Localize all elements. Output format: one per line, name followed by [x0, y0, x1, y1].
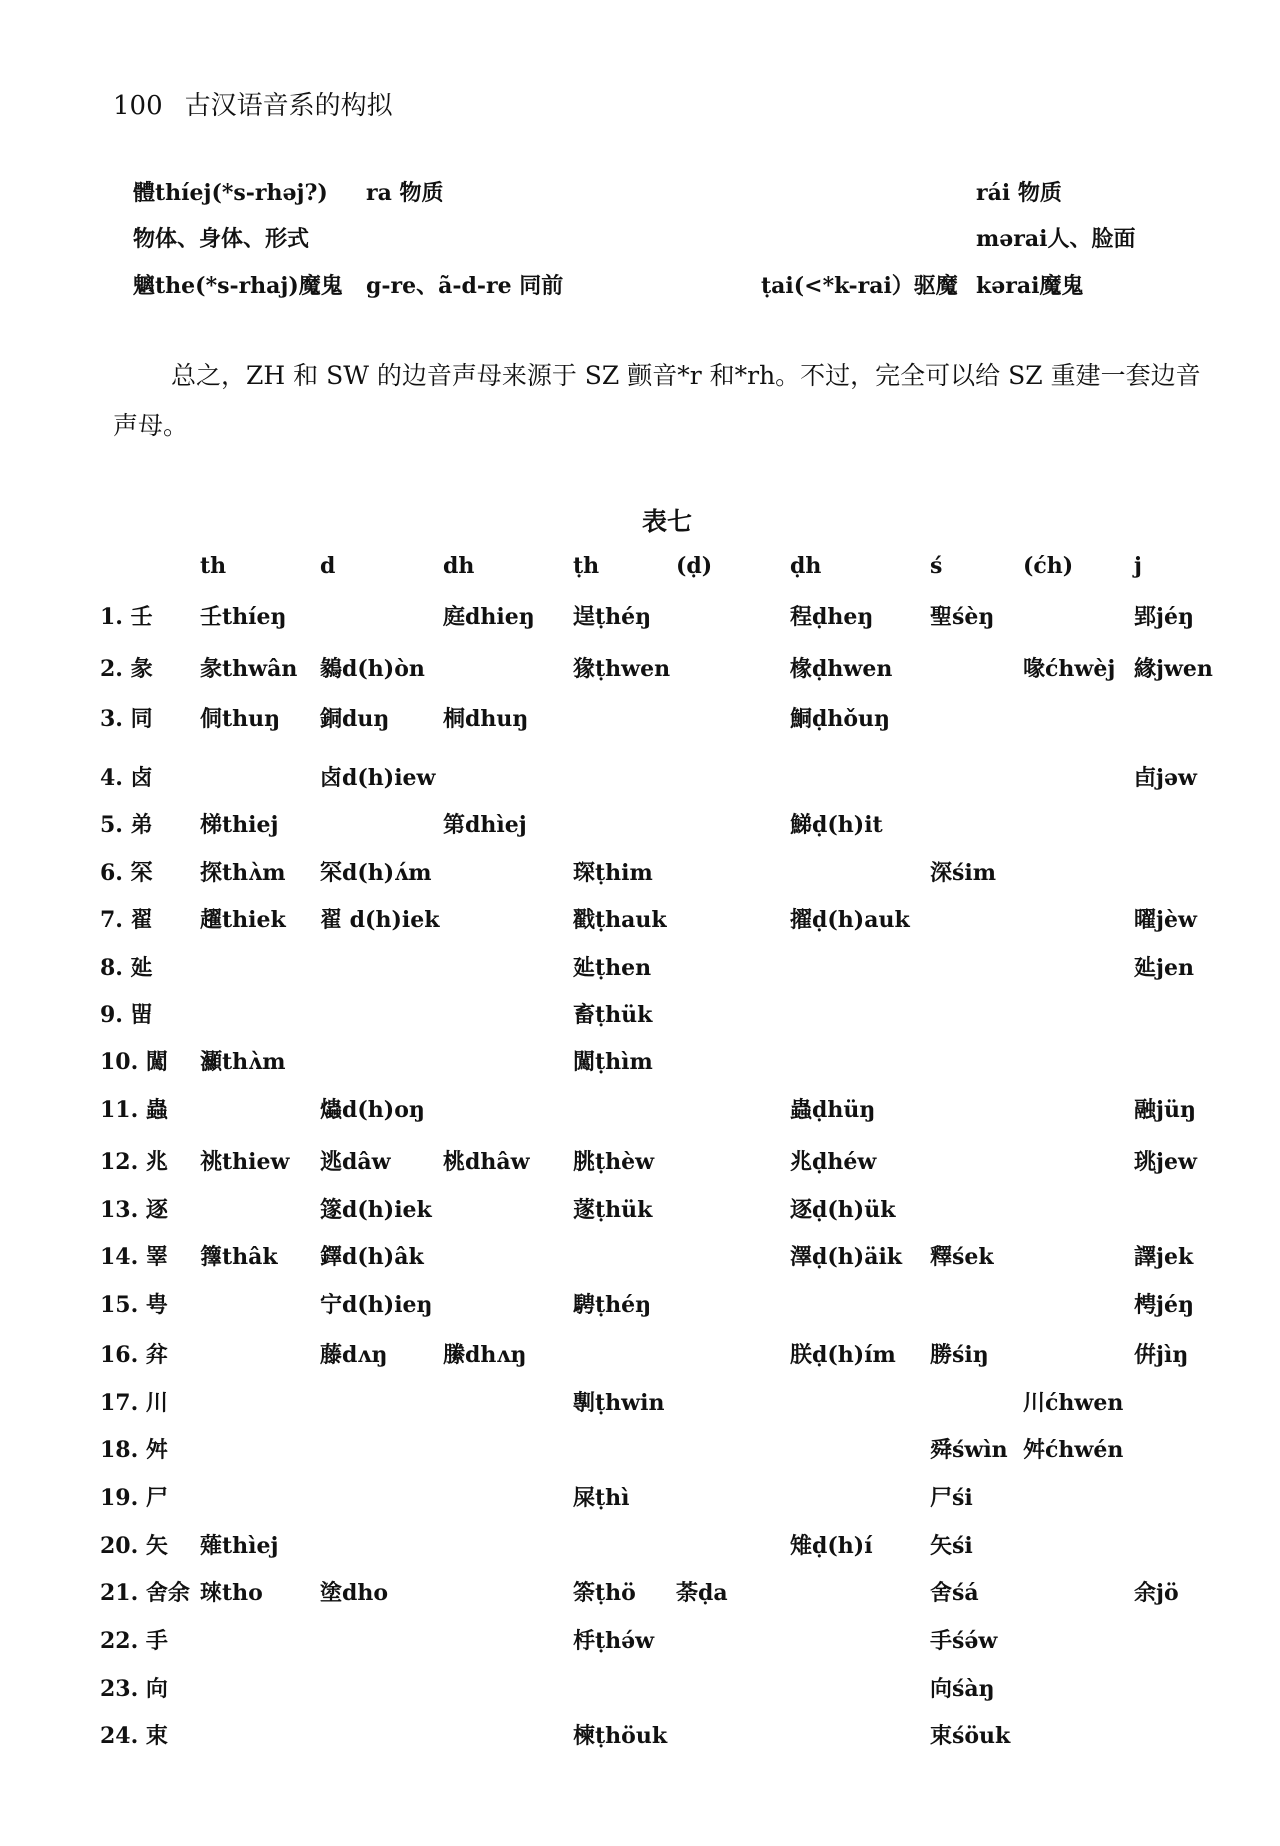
table-cell: 猭ṭhwen	[573, 656, 671, 682]
table-cell: 屎ṭhì	[573, 1485, 630, 1511]
table-cell: 侗thuŋ	[200, 706, 281, 732]
column-header: d	[320, 553, 336, 579]
row-label: 17. 川	[100, 1390, 168, 1416]
example-1-col1: 體thíej(*s-rhəj?)	[133, 180, 328, 206]
row-label: 11. 蟲	[100, 1097, 168, 1123]
column-header: th	[200, 553, 227, 579]
table-cell: 藤dʌŋ	[320, 1342, 388, 1368]
table-cell: 朓ṭhèw	[573, 1149, 655, 1175]
table-cell: 荼ḍa	[676, 1580, 728, 1606]
table-cell: 舛ćhwén	[1023, 1437, 1124, 1463]
table-cell: 向śàŋ	[930, 1676, 995, 1702]
table-cell: 深śim	[930, 860, 997, 886]
example-3-col4: kərai魔鬼	[976, 273, 1084, 299]
table-cell: 雉ḍ(h)í	[790, 1533, 873, 1559]
row-label: 9. 㽞	[100, 1002, 153, 1028]
table-cell: 薙thìej	[200, 1533, 279, 1559]
table-cell: 釋śek	[930, 1244, 994, 1270]
table-cell: 卤d(h)iew	[320, 765, 436, 791]
column-header: dh	[443, 553, 475, 579]
example-2-col1: 物体、身体、形式	[133, 226, 310, 252]
table-cell: 譯jek	[1134, 1244, 1194, 1270]
table-cell: 郢jéŋ	[1134, 604, 1194, 630]
table-cell: 銅duŋ	[320, 706, 390, 732]
table-cell: 翟 d(h)iek	[320, 907, 440, 933]
row-label: 16. 弅	[100, 1342, 168, 1368]
table-cell: 篴d(h)iek	[320, 1197, 432, 1223]
page-header	[113, 85, 393, 122]
table-cell: 卣jəw	[1134, 765, 1197, 791]
row-label: 13. 逐	[100, 1197, 168, 1223]
example-2-col4: mərai人、脸面	[976, 226, 1136, 252]
table-cell: 剸ṭhwin	[573, 1390, 665, 1416]
table-cell: 鐸d(h)âk	[320, 1244, 424, 1270]
table-cell: 融jüŋ	[1134, 1097, 1196, 1123]
table-cell: 縢dhʌŋ	[443, 1342, 527, 1368]
table-cell: 琜tho	[200, 1580, 263, 1606]
table-cell: 戳ṭhauk	[573, 907, 667, 933]
table-cell: 罙d(h)ʌ́m	[320, 860, 432, 886]
row-label: 21. 舍余	[100, 1580, 190, 1606]
row-label: 4. 卤	[100, 765, 153, 791]
table-cell: 澤ḍ(h)äik	[790, 1244, 903, 1270]
table-cell: 喙ćhwèj	[1023, 656, 1116, 682]
table-cell: 梯thiej	[200, 812, 279, 838]
table-cell: 杽ṭhə́w	[573, 1628, 655, 1654]
table-cell: 桃dhâw	[443, 1149, 530, 1175]
table-cell: 舍śá	[930, 1580, 979, 1606]
table-cell: 鮷ḍ(h)it	[790, 812, 883, 838]
table-cell: 㢟jen	[1134, 955, 1194, 981]
table-cell: 筡ṭhö	[573, 1580, 636, 1606]
table-cell: 余jö	[1134, 1580, 1179, 1606]
row-label: 2. 彖	[100, 656, 153, 682]
table-title: 表七	[641, 507, 692, 536]
table-cell: 宁d(h)ieŋ	[320, 1292, 433, 1318]
table-cell: 畜ṭhük	[573, 1002, 653, 1028]
table-cell: 庭dhieŋ	[443, 604, 535, 630]
table-cell: 椽ḍhwen	[790, 656, 893, 682]
table-cell: 矢śi	[930, 1533, 973, 1559]
table-cell: 闖ṭhìm	[573, 1049, 653, 1075]
page-number: 100	[113, 91, 163, 121]
column-header: (ḍ)	[676, 553, 713, 579]
row-label: 15. 甹	[100, 1292, 168, 1318]
row-label: 3. 同	[100, 706, 153, 732]
table-cell: 逃dâw	[320, 1149, 391, 1175]
example-3-col1: 魑the(*s-rhaj)魔鬼	[133, 273, 343, 299]
table-cell: 塗dho	[320, 1580, 389, 1606]
table-cell: 趯thiek	[200, 907, 286, 933]
column-header: ś	[930, 553, 943, 579]
table-cell: 擢ḍ(h)auk	[790, 907, 910, 933]
row-label: 14. 睪	[100, 1244, 168, 1270]
table-cell: 倂jìŋ	[1134, 1342, 1189, 1368]
table-cell: 梬jéŋ	[1134, 1292, 1194, 1318]
table-cell: 灦thʌ̀m	[200, 1049, 286, 1075]
column-header: j	[1134, 553, 1142, 579]
table-cell: 騁ṭhéŋ	[573, 1292, 652, 1318]
table-cell: 祧thiew	[200, 1149, 290, 1175]
table-cell: 手śə́w	[930, 1628, 998, 1654]
row-label: 7. 翟	[100, 907, 153, 933]
column-header: ḍh	[790, 553, 822, 579]
row-label: 20. 矢	[100, 1533, 168, 1559]
row-label: 22. 手	[100, 1628, 168, 1654]
example-1-col4: rái 物质	[976, 180, 1062, 206]
table-cell: 蓫ṭhük	[573, 1197, 653, 1223]
table-cell: 舜śwìn	[930, 1437, 1008, 1463]
table-cell: 爞d(h)oŋ	[320, 1097, 425, 1123]
table-cell: 兆ḍhéw	[790, 1149, 877, 1175]
table-cell: 桐dhuŋ	[443, 706, 529, 732]
table-cell: 鶨d(h)òn	[320, 656, 425, 682]
row-label: 1. 壬	[100, 604, 153, 630]
table-cell: 楝ṭhöuk	[573, 1723, 668, 1749]
row-label: 12. 兆	[100, 1149, 168, 1175]
table-cell: 鮦ḍhǒuŋ	[790, 706, 891, 732]
table-cell: 㢟ṭhen	[573, 955, 652, 981]
table-cell: 蟲ḍhüŋ	[790, 1097, 876, 1123]
example-1-col2: ra 物质	[366, 180, 444, 206]
table-cell: 第dhìej	[443, 812, 527, 838]
table-cell: 緣jwen	[1134, 656, 1213, 682]
row-label: 23. 向	[100, 1676, 168, 1702]
book-title: 古汉语音系的构拟	[184, 91, 393, 121]
row-label: 8. 㢟	[100, 955, 153, 981]
table-cell: 聖śèŋ	[930, 604, 995, 630]
row-label: 6. 罙	[100, 860, 153, 886]
example-3-col3: ṭai(<*k-rai）驱魔	[761, 273, 958, 299]
table-cell: 程ḍheŋ	[790, 604, 874, 630]
row-label: 10. 闖	[100, 1049, 168, 1075]
column-header: ṭh	[573, 553, 600, 579]
table-cell: 尸śi	[930, 1485, 973, 1511]
summary-paragraph	[113, 351, 1203, 451]
table-cell: 彖thwân	[200, 656, 298, 682]
table-cell: 壬thíeŋ	[200, 604, 287, 630]
table-cell: 探thʌ̀m	[200, 860, 286, 886]
row-label: 18. 舛	[100, 1437, 168, 1463]
row-label: 5. 弟	[100, 812, 153, 838]
table-cell: 籜thâk	[200, 1244, 278, 1270]
row-label: 19. 尸	[100, 1485, 168, 1511]
table-cell: 勝śiŋ	[930, 1342, 989, 1368]
table-cell: 逐ḍ(h)ük	[790, 1197, 896, 1223]
table-cell: 曜jèw	[1134, 907, 1197, 933]
table-cell: 束śöuk	[930, 1723, 1011, 1749]
row-label: 24. 束	[100, 1723, 168, 1749]
example-3-col2: g-re、ã-d-re 同前	[366, 273, 564, 299]
table-cell: 珧jew	[1134, 1149, 1197, 1175]
column-header: (ćh)	[1023, 553, 1074, 579]
table-cell: 琛ṭhim	[573, 860, 653, 886]
summary-paragraph-text: 总之，ZH 和 SW 的边音声母来源于 SZ 颤音*r 和*rh。不过，完全可以给 SZ 重建一套边音声母。	[113, 361, 1201, 440]
table-cell: 川ćhwen	[1023, 1390, 1124, 1416]
table-cell: 逞ṭhéŋ	[573, 604, 652, 630]
table-cell: 朕ḍ(h)ím	[790, 1342, 896, 1368]
